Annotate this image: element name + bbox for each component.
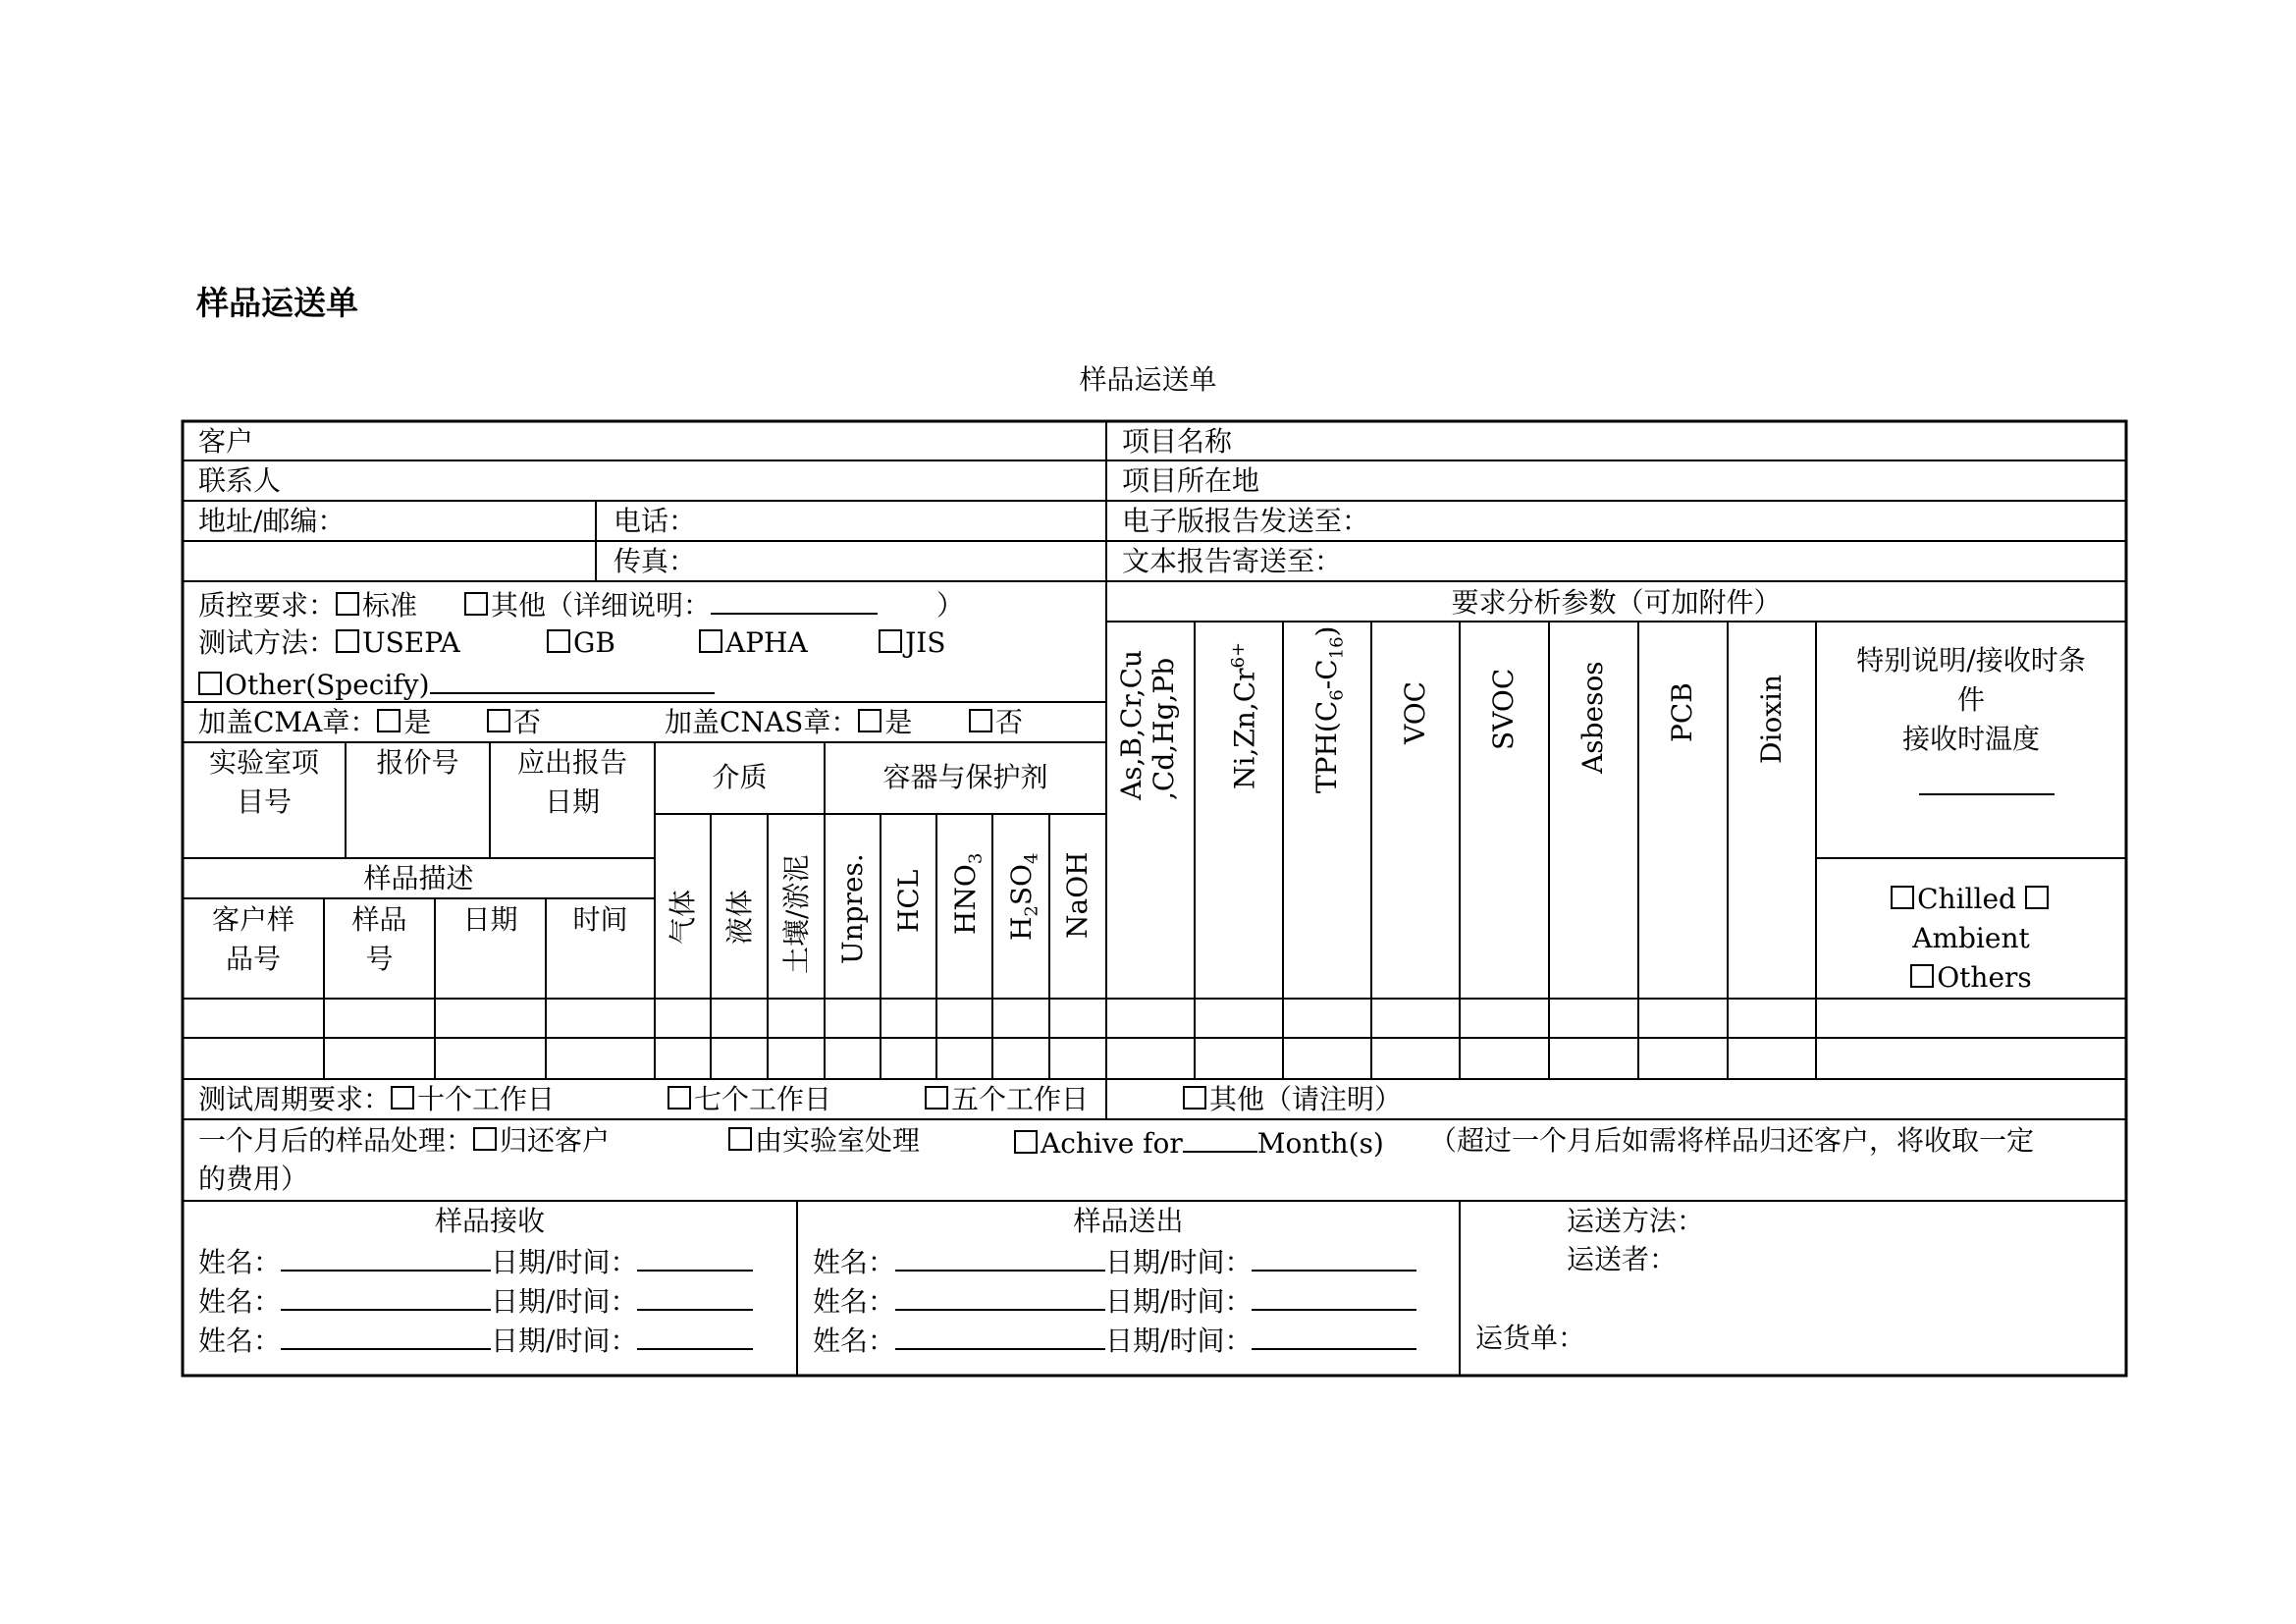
- chilled-checkbox[interactable]: [1891, 886, 1914, 909]
- usepa-label: USEPA: [362, 626, 460, 659]
- send-name-field[interactable]: [895, 1279, 1105, 1311]
- tph-header: [1311, 626, 1354, 793]
- sample-no-line2: 号: [365, 943, 394, 975]
- qc-standard-checkbox[interactable]: [336, 592, 359, 616]
- cnas-no-checkbox[interactable]: [969, 709, 992, 732]
- period-10-label: 十个工作日: [417, 1083, 556, 1115]
- contact-label: 联系人: [198, 464, 282, 497]
- receive-line-1: [198, 1240, 753, 1282]
- apha-checkbox[interactable]: [699, 629, 722, 653]
- disposal-label: 一个月后的样品处理：: [198, 1124, 474, 1157]
- cma-row: [198, 703, 431, 742]
- page-heading: 样品运送单: [196, 284, 358, 322]
- archive-label-b: Month(s): [1256, 1127, 1384, 1160]
- others-label: Others: [1937, 961, 2032, 994]
- send-datetime-label: 日期/时间：: [1105, 1285, 1253, 1318]
- apha-label: APHA: [725, 626, 808, 659]
- h2so4-text-a: H: [1005, 916, 1038, 941]
- receive-name-field[interactable]: [281, 1279, 491, 1311]
- send-name-field[interactable]: [895, 1240, 1105, 1272]
- send-name-label: 姓名：: [813, 1325, 896, 1357]
- cnas-no-label: 否: [995, 706, 1024, 738]
- others-checkbox[interactable]: [1910, 964, 1934, 988]
- sample-no-header: [324, 900, 435, 979]
- hcl-header: HCL: [892, 869, 925, 933]
- send-name-label: 姓名：: [813, 1285, 896, 1318]
- disposal-return-label: 归还客户: [500, 1124, 611, 1157]
- report-due-line1: 应出报告: [516, 746, 627, 779]
- send-datetime-label: 日期/时间：: [1105, 1246, 1253, 1278]
- sample-desc-header: 样品描述: [363, 862, 474, 894]
- receive-line-3: [198, 1319, 753, 1361]
- period-7-label: 七个工作日: [694, 1083, 832, 1115]
- disposal-lab-label: 由实验室处理: [755, 1124, 921, 1157]
- condition-options: [1816, 880, 2126, 998]
- archive-label-a: Achive for: [1041, 1127, 1183, 1160]
- lab-no-line1: 实验室项: [208, 746, 319, 779]
- disposal-note-2: 的费用）: [198, 1163, 309, 1195]
- period-other-checkbox[interactable]: [1183, 1086, 1206, 1110]
- send-datetime-field[interactable]: [1252, 1240, 1416, 1272]
- tph-text: TPH(C: [1310, 700, 1343, 793]
- receive-name-label: 姓名：: [198, 1325, 282, 1357]
- special-line2: 件: [1956, 683, 1985, 716]
- report-due-header: [490, 743, 655, 822]
- receive-name-field[interactable]: [281, 1319, 491, 1350]
- gb-checkbox[interactable]: [547, 629, 570, 653]
- receive-datetime-field[interactable]: [637, 1279, 753, 1311]
- period-other-option: [1183, 1080, 1402, 1119]
- receive-name-label: 姓名：: [198, 1246, 282, 1278]
- receive-name-label: 姓名：: [198, 1285, 282, 1318]
- cma-yes-label: 是: [403, 706, 432, 738]
- client-id-line2: 品号: [225, 943, 281, 975]
- tph-mid: -C: [1310, 659, 1343, 690]
- phone-label: 电话：: [614, 505, 697, 537]
- disposal-lab-checkbox[interactable]: [728, 1127, 752, 1151]
- fax-label: 传真：: [614, 545, 697, 577]
- tph-sub1: 6: [1326, 689, 1348, 701]
- ni-text: Ni,Zn,Cr: [1228, 668, 1261, 789]
- analysis-header: 要求分析参数（可加附件）: [1451, 586, 1782, 619]
- period-5-checkbox[interactable]: [925, 1086, 948, 1110]
- lab-no-line2: 目号: [236, 785, 292, 818]
- ni-sup: 6+: [1228, 641, 1249, 669]
- tph-close: ): [1310, 625, 1343, 637]
- metals-header-line2: ,Cd,Hg,Pb: [1148, 657, 1180, 800]
- cma-label: 加盖CMA章：: [198, 706, 378, 738]
- qc-standard-label: 标准: [362, 589, 418, 622]
- e-report-label: 电子版报告发送至：: [1122, 505, 1370, 537]
- send-line-2: [813, 1279, 1416, 1322]
- metals-header-line1: As,B,Cr,Cu: [1115, 649, 1148, 800]
- h2so4-header: [1006, 853, 1048, 941]
- disposal-row: [198, 1121, 610, 1161]
- send-name-label: 姓名：: [813, 1246, 896, 1278]
- send-datetime-field[interactable]: [1252, 1279, 1416, 1311]
- qc-other-field[interactable]: [711, 583, 878, 615]
- qc-close: ）: [936, 589, 965, 622]
- period-other-label: 其他（请注明）: [1209, 1083, 1403, 1115]
- jis-checkbox[interactable]: [879, 629, 902, 653]
- paper-report-label: 文本报告寄送至：: [1122, 545, 1343, 577]
- ni-zn-cr-header: [1223, 642, 1260, 789]
- qc-row: [198, 583, 964, 625]
- lab-no-header: [183, 743, 346, 822]
- cma-no-checkbox[interactable]: [487, 709, 510, 732]
- cnas-yes-checkbox[interactable]: [858, 709, 881, 732]
- receive-line-2: [198, 1279, 753, 1322]
- customer-label: 客户: [198, 425, 254, 458]
- disposal-archive-option: [1014, 1121, 1384, 1164]
- usepa-checkbox[interactable]: [336, 629, 359, 653]
- receive-datetime-label: 日期/时间：: [491, 1285, 638, 1318]
- ship-method-label: 运送方法：: [1567, 1205, 1705, 1237]
- method-other-field[interactable]: [430, 663, 715, 694]
- receive-datetime-label: 日期/时间：: [491, 1246, 638, 1278]
- voc-header: VOC: [1399, 680, 1431, 744]
- disposal-note: （超过一个月后如需将样品归还客户，将收取一定: [1429, 1124, 2035, 1157]
- special-remarks: [1816, 641, 2126, 759]
- period-7-option: [667, 1080, 831, 1119]
- receive-datetime-field[interactable]: [637, 1240, 753, 1272]
- liquid-header: 液体: [723, 889, 756, 945]
- cnas-row: [665, 703, 912, 742]
- waybill-label: 运货单：: [1475, 1322, 1586, 1354]
- dioxin-header: Dioxin: [1755, 674, 1788, 764]
- disposal-return-checkbox[interactable]: [473, 1127, 497, 1151]
- medium-header: 介质: [712, 761, 768, 793]
- form-title: 样品运送单: [1079, 363, 1217, 396]
- tph-sub2: 16: [1326, 636, 1348, 660]
- report-due-line2: 日期: [544, 785, 600, 818]
- special-line3: 接收时温度: [1901, 723, 2040, 755]
- method-other-row: [198, 663, 715, 705]
- unpres-header: Unpres.: [836, 853, 869, 964]
- receive-header: 样品接收: [434, 1205, 545, 1237]
- cnas-yes-label: 是: [884, 706, 913, 738]
- send-line-3: [813, 1319, 1416, 1361]
- jis-option: [879, 623, 945, 663]
- date-header: 日期: [462, 903, 518, 936]
- apha-option: [699, 623, 808, 663]
- pcb-header: PCB: [1666, 682, 1698, 742]
- cnas-label: 加盖CNAS章：: [665, 706, 859, 738]
- disposal-lab-option: [728, 1121, 920, 1161]
- special-line1: 特别说明/接收时条: [1856, 644, 2086, 677]
- cma-no-option: [487, 703, 541, 742]
- period-5-option: [925, 1080, 1089, 1119]
- chilled-label: Chilled: [1917, 883, 2016, 915]
- period-5-label: 五个工作日: [951, 1083, 1090, 1115]
- qc-other-checkbox[interactable]: [464, 592, 488, 616]
- method-other-label: Other(Specify): [225, 669, 430, 701]
- sample-no-line1: 样品: [351, 903, 407, 936]
- hno3-text: HNO: [949, 864, 982, 935]
- period-row: [198, 1080, 555, 1119]
- period-10-checkbox[interactable]: [391, 1086, 414, 1110]
- address-label: 地址/邮编：: [198, 505, 346, 537]
- send-name-field[interactable]: [895, 1319, 1105, 1350]
- asbestos-header: Asbesos: [1576, 661, 1609, 774]
- method-row: [198, 623, 460, 663]
- send-line-1: [813, 1240, 1416, 1282]
- project-location-label: 项目所在地: [1122, 464, 1260, 497]
- client-id-header: [183, 900, 324, 979]
- h2so4-text-b: SO: [1005, 863, 1038, 906]
- project-name-label: 项目名称: [1122, 425, 1233, 458]
- time-header: 时间: [572, 903, 628, 936]
- client-id-line1: 客户样: [211, 903, 294, 936]
- shipper-label: 运送者：: [1567, 1243, 1678, 1275]
- cma-no-label: 否: [513, 706, 542, 738]
- cnas-no-option: [969, 703, 1023, 742]
- qc-label: 质控要求：: [198, 589, 337, 622]
- gb-option: [547, 623, 615, 663]
- send-header: 样品送出: [1073, 1205, 1184, 1237]
- send-datetime-label: 日期/时间：: [1105, 1325, 1253, 1357]
- h2so4-sub1: 2: [1021, 905, 1042, 917]
- container-header: 容器与保护剂: [882, 761, 1048, 793]
- hno3-header: [950, 853, 992, 935]
- soil-header: 土壤/淤泥: [780, 854, 813, 974]
- method-other-checkbox[interactable]: [198, 672, 222, 695]
- receive-datetime-label: 日期/时间：: [491, 1325, 638, 1357]
- hno3-sub: 3: [965, 852, 987, 865]
- archive-months-field[interactable]: [1183, 1121, 1257, 1153]
- naoh-header: NaOH: [1061, 851, 1094, 939]
- gb-label: GB: [573, 626, 615, 659]
- send-datetime-field[interactable]: [1252, 1319, 1416, 1350]
- method-label: 测试方法：: [198, 626, 337, 659]
- svoc-header: SVOC: [1487, 668, 1520, 750]
- quote-no-header: 报价号: [376, 746, 459, 779]
- period-label: 测试周期要求：: [198, 1083, 392, 1115]
- gas-header: 气体: [667, 889, 699, 945]
- disposal-archive-checkbox[interactable]: [1014, 1130, 1038, 1154]
- cma-yes-checkbox[interactable]: [377, 709, 400, 732]
- period-7-checkbox[interactable]: [667, 1086, 691, 1110]
- receive-name-field[interactable]: [281, 1240, 491, 1272]
- temperature-field[interactable]: [1919, 793, 2055, 795]
- receive-datetime-field[interactable]: [637, 1319, 753, 1350]
- qc-other-label: 其他（详细说明：: [491, 589, 712, 622]
- ambient-label: Ambient: [1912, 922, 2030, 954]
- ambient-checkbox[interactable]: [2025, 886, 2049, 909]
- h2so4-sub2: 4: [1021, 852, 1042, 864]
- jis-label: JIS: [905, 626, 946, 659]
